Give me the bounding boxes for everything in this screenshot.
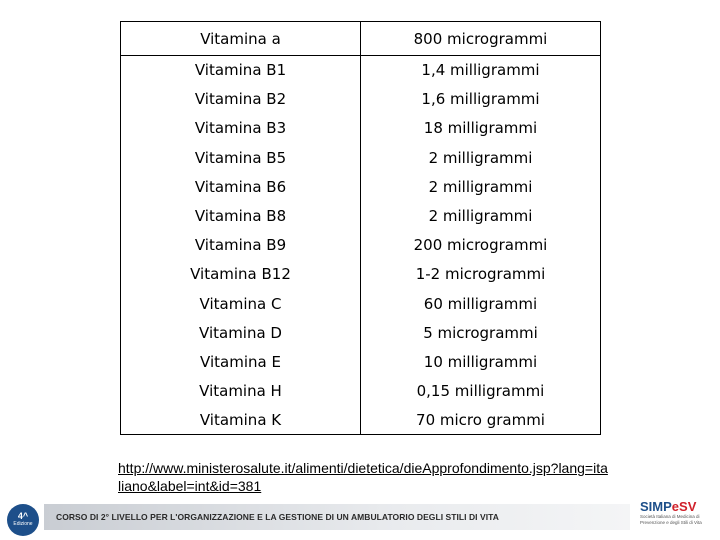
footer <box>0 496 720 540</box>
vitamin-amount: 0,15 milligrammi <box>416 382 545 401</box>
vitamin-amount: 1,4 milligrammi <box>421 61 540 80</box>
vitamin-amount: 200 microgrammi <box>413 236 548 255</box>
table-row <box>121 85 601 114</box>
vitamin-name: Vitamina H <box>121 377 361 406</box>
table-row <box>121 406 601 435</box>
vitamin-table <box>120 21 601 435</box>
vitamin-amount: 800 microgrammi <box>413 29 548 48</box>
table-row <box>121 260 601 289</box>
vitamin-name: Vitamina B9 <box>121 231 361 260</box>
table-row <box>121 347 601 376</box>
logo-mark <box>640 500 716 514</box>
vitamin-amount: 2 milligrammi <box>428 177 533 196</box>
vitamin-amount: 10 milligrammi <box>423 352 538 371</box>
edition-word: Edizione <box>13 521 33 527</box>
table-row <box>121 143 601 172</box>
vitamin-name: Vitamina B3 <box>121 114 361 143</box>
vitamin-name: Vitamina a <box>121 22 361 56</box>
table-row <box>121 22 601 56</box>
logo-subtitle: Società Italiana di Medicina di Prevenzione e degli Stili di Vita <box>640 514 702 525</box>
table-row <box>121 172 601 201</box>
vitamin-name: Vitamina K <box>121 406 361 435</box>
logo-part2: eSV <box>671 499 697 514</box>
table-row <box>121 231 601 260</box>
vitamin-amount: 2 milligrammi <box>428 148 533 167</box>
course-title: CORSO DI 2° LIVELLO PER L'ORGANIZZAZIONE E LA GESTIONE DI UN AMBULATORIO DEGLI STILI DI VITA <box>56 512 499 522</box>
logo-part1: SIMP <box>640 499 672 514</box>
table-row <box>121 114 601 143</box>
vitamin-name: Vitamina B8 <box>121 201 361 230</box>
simpesv-logo <box>640 500 716 536</box>
vitamin-name: Vitamina B1 <box>121 56 361 85</box>
vitamin-amount: 18 milligrammi <box>423 119 538 138</box>
vitamin-name: Vitamina B12 <box>121 260 361 289</box>
vitamin-name: Vitamina C <box>121 289 361 318</box>
table-row <box>121 289 601 318</box>
table-row <box>121 201 601 230</box>
vitamin-name: Vitamina D <box>121 318 361 347</box>
edition-number: 4^ <box>17 511 29 521</box>
vitamin-name: Vitamina B2 <box>121 85 361 114</box>
table-row <box>121 56 601 85</box>
vitamin-amount: 2 milligrammi <box>428 207 533 226</box>
vitamin-name: Vitamina E <box>121 347 361 376</box>
source-link[interactable]: http://www.ministerosalute.it/alimenti/dietetica/dieApprofondimento.jsp?lang=italiano&label=int&id=381 <box>118 460 608 494</box>
vitamin-amount: 60 milligrammi <box>423 294 538 313</box>
table-row <box>121 318 601 347</box>
vitamin-amount: 1-2 microgrammi <box>415 265 546 284</box>
table-row <box>121 377 601 406</box>
vitamin-amount: 1,6 milligrammi <box>421 90 540 109</box>
vitamin-name: Vitamina B5 <box>121 143 361 172</box>
vitamin-name: Vitamina B6 <box>121 172 361 201</box>
edition-badge <box>7 504 39 536</box>
vitamin-amount: 70 micro grammi <box>416 411 545 430</box>
vitamin-table-body <box>121 22 601 435</box>
vitamin-amount: 5 microgrammi <box>423 323 538 342</box>
